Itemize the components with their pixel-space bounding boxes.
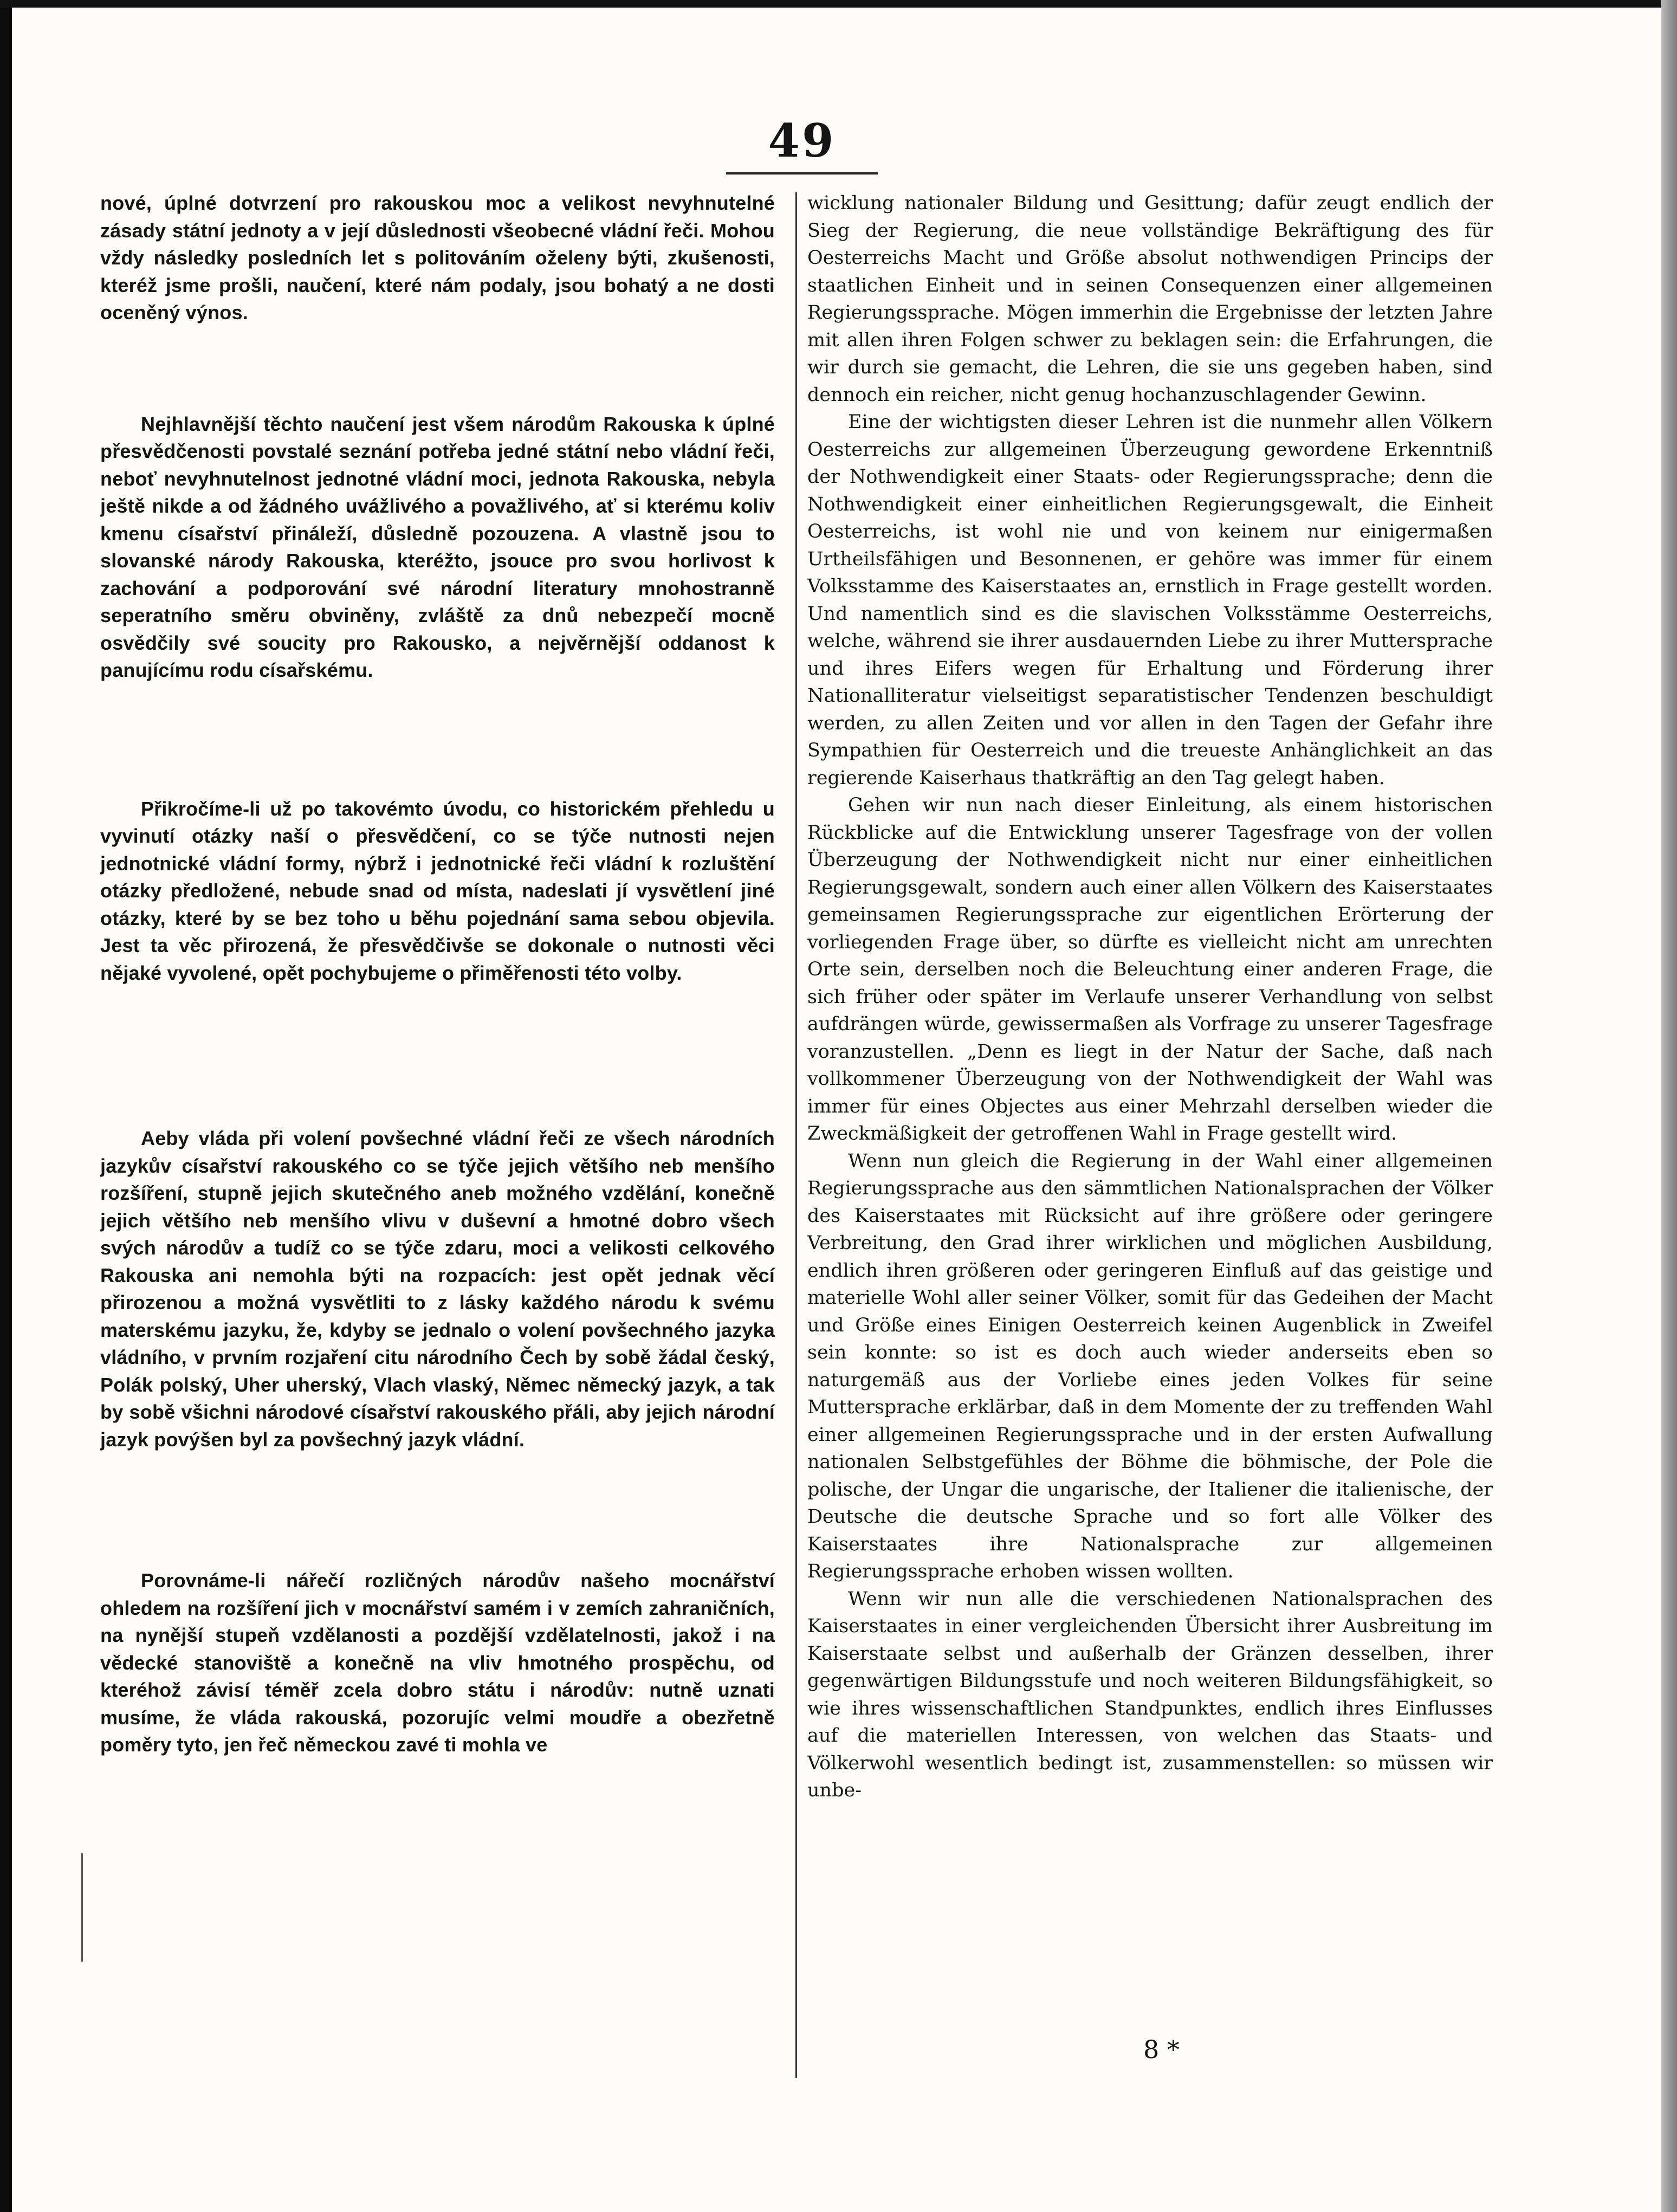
german-paragraph-5: Wenn wir nun alle die verschiedenen Nationalsprachen des Kaiserstaates in einer vergleichenden Übersicht ihrer Ausbreitung im Kaiserstaate selbst und außerhalb der Gränzen desselben, ihrer gegenwärtigen Bildungsstufe und noch weiteren Bildungsfähigkeit, so wie ihres wissenschaftlichen Standpunktes, endlich ihres Einflusses auf die materiellen Interessen, von welchen das Staats- und Völkerwohl wesentlich bedingt ist, zusammenstellen: so müssen wir unbe- bbox=[807, 1588, 1493, 1801]
column-divider bbox=[795, 192, 797, 2078]
signature-mark: 8 * bbox=[1143, 2035, 1180, 2064]
scan-edge-left bbox=[0, 0, 12, 2212]
czech-paragraph-2: Nejhlavnější těchto naučení jest všem národům Rakouska k úplné přesvědčenosti povstalé seznání potřeba jedné státní nebo vládní řeči, neboť nevyhnutelnost jednotné vládní moci, jednota Rakouska, nebyla ještě nikde a od žádného uvážlivého a považlivého, ať si kterému koliv kmenu císařství přináleží, důsledně pozouzena. A vlastně jsou to slovanské národy Rakouska, kteréžto, jsouce pro svou horlivost k zachování a podporování své národní literatury mnohostranně seperatního směru obviněny, zvláště za dnů nebezpečí mocně osvědčily své soucity pro Rakousko, a nejvěrnější oddanost k panujícímu rodu císařskému. bbox=[100, 412, 775, 681]
czech-paragraph-1: nové, úplné dotvrzení pro rakouskou moc a velikost nevyhnutelné zásady státní jednoty a v její důslednosti všeobecné vládní řeči. Mohou vždy následky posledních let s politováním oželeny býti, zkušenosti, kteréž jsme prošli, naučení, které nám podaly, jsou bohatý a ne dosti oceněný výnos. bbox=[100, 192, 775, 324]
german-paragraph-3: Gehen wir nun nach dieser Einleitung, als einem historischen Rückblicke auf die Entwicklung unserer Tagesfrage von der vollen Überzeugung der Nothwendigkeit nicht nur einer einheitlichen Regierungsgewalt, sondern auch einer allen Völkern des Kaiserstaates gemeinsamen Regierungssprache zur eigentlichen Erörterung der vorliegenden Frage über, so dürfte es vielleicht nicht am unrechten Orte sein, derselben noch die Beleuchtung einer anderen Frage, die sich früher oder später im Verlaufe unserer Verhandlung von selbst aufdrängen würde, gewissermaßen als Vorfrage zu unserer Tagesfrage voranzustellen. „Denn es liegt in der Natur der Sache, daß nach vollkommener Überzeugung von der Nothwendigkeit der Wahl was immer für eines Objectes aus einer Mehrzahl derselben wieder die Zweckmäßigkeit der getroffenen Wahl in Frage gestellt wird. bbox=[807, 794, 1493, 1144]
german-paragraph-2: Eine der wichtigsten dieser Lehren ist die nunmehr allen Völkern Oesterreichs zur allgemeinen Überzeugung gewordene Erkenntniß der Nothwendigkeit einer Staats- oder Regierungssprache; denn die Nothwendigkeit einer einheitlichen Regierungsgewalt, die Einheit Oesterreichs, ist wohl nie und von keinem nur einigermaßen Urtheilsfähigen und Besonnenen, er gehöre was immer für einem Volksstamme des Kaiserstaates an, ernstlich in Frage gestellt worden. Und namentlich sind es die slavischen Volksstämme Oesterreichs, welche, während sie ihrer ausdauernden Liebe zu ihrer Muttersprache und ihres Eifers wegen für Erhaltung und Förderung ihrer Nationalliteratur vielseitigst separatistischer Tendenzen beschuldigt werden, zu allen Zeiten und vor allen in den Tagen der Gefahr ihre Sympathien für Oesterreich und die treueste Anhänglichkeit an das regierende Kaiserhaus thatkräftig an den Tag gelegt haben. bbox=[807, 411, 1493, 789]
scan-edge-top bbox=[0, 0, 1677, 8]
german-paragraph-1: wicklung nationaler Bildung und Gesittung; dafür zeugt endlich der Sieg der Regierung, die neue vollständige Bekräftigung des für Oesterreichs Macht und Größe absolut nothwendigen Princips der staatlichen Einheit und in seinen Consequenzen einer allgemeinen Regierungssprache. Mögen immerhin die Ergebnisse der letzten Jahre mit allen ihren Folgen schwer zu beklagen sein: die Erfahrungen, die wir durch sie gemacht, die Lehren, die sie uns gegeben haben, sind dennoch ein reicher, nicht genug hochanzuschlagender Gewinn. bbox=[807, 192, 1493, 406]
page-number: 49 bbox=[768, 114, 836, 167]
header-rule bbox=[726, 172, 878, 174]
german-paragraph-4: Wenn nun gleich die Regierung in der Wahl einer allgemeinen Regierungssprache aus den sämmtlichen Nationalsprachen der Völker des Kaiserstaates mit Rücksicht auf ihre größere oder geringere Verbreitung, den Grad ihrer wirklichen und möglichen Ausbildung, endlich ihren größeren oder geringeren Einfluß auf das geistige und materielle Wohl aller seiner Völker, somit für das Gedeihen der Macht und Größe eines Einigen Oesterreich keinen Augenblick in Zweifel sein konnte: so ist es doch auch wieder anderseits eben so naturgemäß aus der Vorliebe eines jeden Volkes für seine Muttersprache erklärbar, daß in dem Momente der zu treffenden Wahl einer allgemeinen Regierungssprache und in der ersten Aufwallung nationalen Selbstgefühles der Böhme die böhmische, der Pole die polische, der Ungar die ungarische, der Italiener die italienische, der Deutsche die deutsche Sprache und so fort alle Völker des Kaiserstaates ihre Nationalsprache zur allgemeinen Regierungssprache erhoben wissen wollten. bbox=[807, 1150, 1493, 1582]
czech-column bbox=[100, 190, 775, 1759]
scan-edge-right bbox=[1661, 0, 1677, 2212]
czech-paragraph-3: Přikročíme-li už po takovémto úvodu, co historickém přehledu u vyvinutí otázky naší o přesvědčení, co se týče nutnosti nejen jednotnické vládní formy, nýbrž i jednotnické řeči vládní k rozluštění otázky předložené, nebude snad od místa, nadeslati jí vysvětlení jiné otázky, které by se bez toho u běhu pojednání sama sebou objevila. Jest ta věc přirozená, že přesvědčivše se dokonale o nutnosti věci nějaké vyvolené, opět pochybujeme o přiměřenosti této volby. bbox=[100, 797, 775, 984]
czech-paragraph-4: Aeby vláda při volení povšechné vládní řeči ze všech národních jazykův císařství rakouského co se týče jejich většího neb menšího rozšíření, stupně jejich skutečného aneb možného vzdělání, konečně jejich většího neb menšího vlivu v duševní a hmotné dobro všech svých národův a tudíž co se týče zdaru, moci a velikosti celkového Rakouska ani nemohla býti na rozpacích: jest opět jednak věcí přirozenou a možná vysvětliti to z lásky každého národu k svému materskému jazyku, že, kdyby se jednalo o volení povšechného jazyka vládního, v prvním rozjaření citu národního Čech by sobě žádal český, Polák polský, Uher uherský, Vlach vlaský, Němec německý jazyk, a tak by sobě všichni národové císařství rakouského přáli, aby jejich národní jazyk povýšen byl za povšechný jazyk vládní. bbox=[100, 1127, 775, 1451]
margin-mark bbox=[81, 1853, 83, 1962]
czech-paragraph-5: Porovnáme-li nářečí rozličných národův našeho mocnářství ohledem na rozšíření jich v mocnářství samém i v zemích zahraničních, na nynější stupeň vzdělanosti a pozdější vzdělatelnosti, jakož i na vědecké stanoviště a konečně na vliv hmotného prospěchu, od kteréhož závisí téměř zcela dobro státu i národův: nutně uznati musíme, že vláda rakouská, pozorujíc velmi moudře a obezřetně poměry tyto, jen řeč německou zavé ti mohla ve bbox=[100, 1569, 775, 1756]
german-column bbox=[807, 190, 1493, 1804]
